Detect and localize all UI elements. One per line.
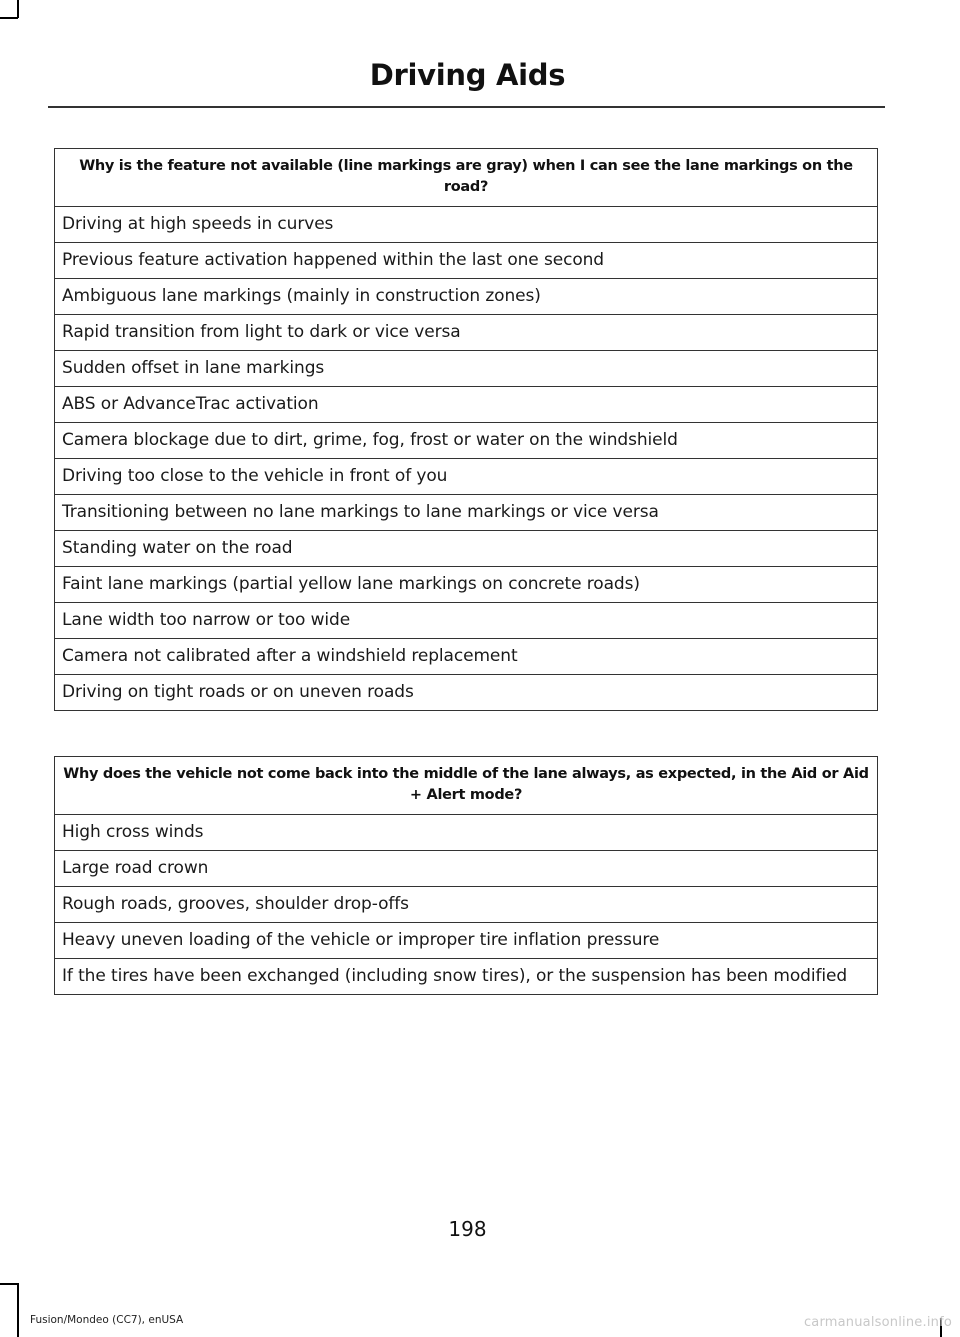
footer-model: Fusion/Mondeo (CC7), enUSA (30, 1314, 184, 1326)
table-row: Driving on tight roads or on uneven roads (55, 675, 878, 711)
lane-centering-table (54, 756, 878, 995)
table-row: Transitioning between no lane markings to lane markings or vice versa (55, 495, 878, 531)
table-row: Rapid transition from light to dark or vice versa (55, 315, 878, 351)
table-row: If the tires have been exchanged (including snow tires), or the suspension has been modified (55, 959, 878, 995)
page-title: Driving Aids (369, 58, 566, 92)
crop-mark-bottom-left-h (0, 1283, 18, 1285)
table-row: Previous feature activation happened within the last one second (55, 243, 878, 279)
table-row: Sudden offset in lane markings (55, 351, 878, 387)
table-row: Large road crown (55, 851, 878, 887)
crop-mark-bottom-left-v (17, 1283, 19, 1337)
table-row: Faint lane markings (partial yellow lane markings on concrete roads) (55, 567, 878, 603)
table-row: Driving at high speeds in curves (55, 207, 878, 243)
table-row: Camera not calibrated after a windshield replacement (55, 639, 878, 675)
table-row: Standing water on the road (55, 531, 878, 567)
header-divider (48, 106, 885, 108)
table-row: Lane width too narrow or too wide (55, 603, 878, 639)
table-header: Why is the feature not available (line markings are gray) when I can see the lane markings on the road? (55, 149, 878, 207)
table-row: Rough roads, grooves, shoulder drop-offs (55, 887, 878, 923)
lane-markings-table (54, 148, 878, 711)
table-row: High cross winds (55, 815, 878, 851)
table-row: Camera blockage due to dirt, grime, fog, frost or water on the windshield (55, 423, 878, 459)
table-row: ABS or AdvanceTrac activation (55, 387, 878, 423)
table-header: Why does the vehicle not come back into the middle of the lane always, as expected, in the Aid or Aid + Alert mode? (55, 757, 878, 815)
page-number: 198 (448, 1217, 487, 1241)
crop-mark-top-left-h (0, 17, 18, 19)
crop-mark-top-left-v (17, 0, 19, 18)
table-row: Heavy uneven loading of the vehicle or improper tire inflation pressure (55, 923, 878, 959)
table-row: Driving too close to the vehicle in front of you (55, 459, 878, 495)
table-row: Ambiguous lane markings (mainly in construction zones) (55, 279, 878, 315)
watermark: carmanualsonline.info (803, 1315, 952, 1330)
